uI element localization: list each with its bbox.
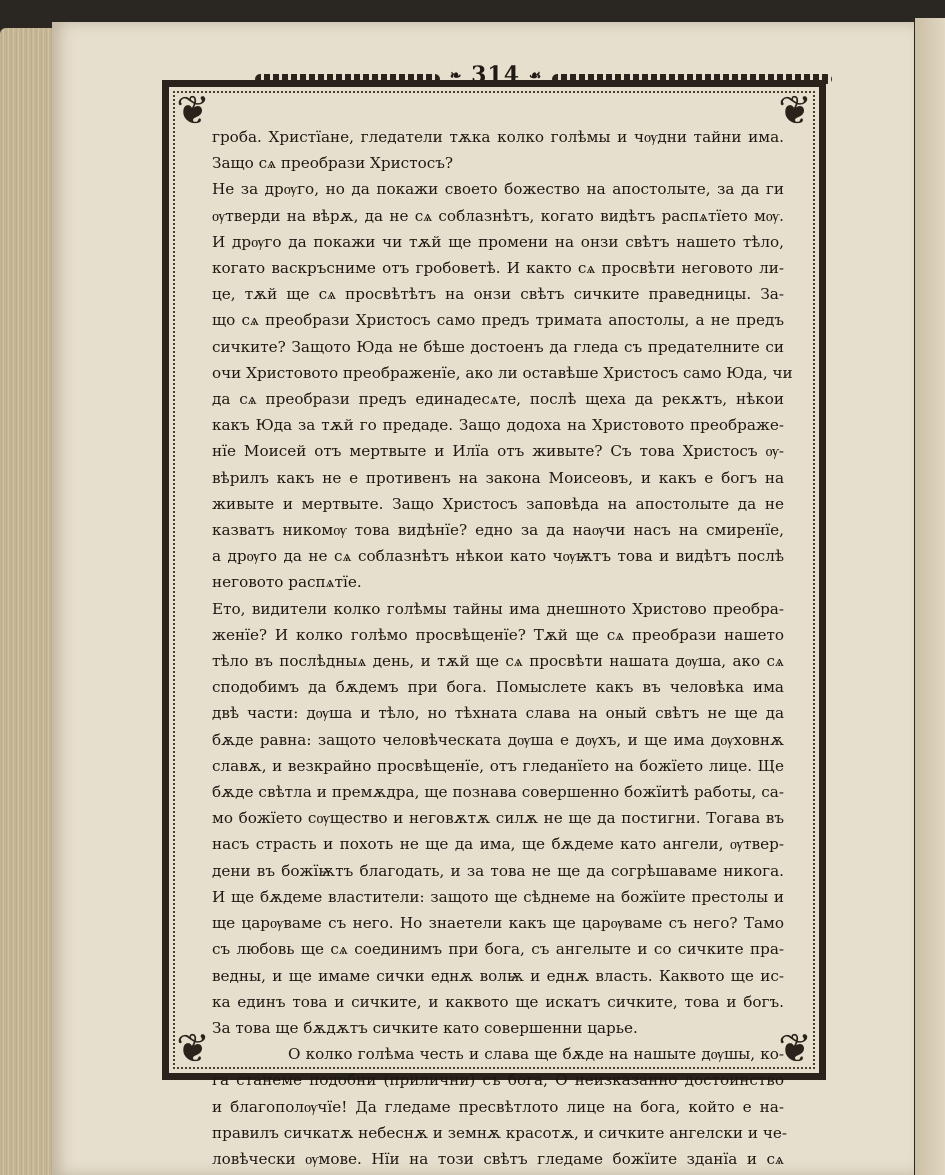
text-line: ловѣчески ѹмове. Нїи на този свѣтъ гледаме божїите зданїа и сѧ [212,1149,784,1168]
text-line: мо божїето сѹщество и неговѫтѫ силѫ не ще да постигни. Тогава въ [212,809,784,828]
corner-flourish-icon: ❦ [176,88,210,134]
text-line: да сѧ преобрази предъ единадесѧте, послѣ щеха да рекѫтъ, нѣкои [212,390,784,409]
page-number-value: 314 [471,62,521,88]
text-line: живыте и мертвыте. Защо Христосъ заповѣда на апостолыте да не [212,494,784,513]
text-line: Ето, видители колко голѣмы тайны има днешното Христово преобра- [212,599,784,618]
text-line: це, тѫй ще сѧ просвѣтѣтъ на онзи свѣтъ сичките праведницы. За- [212,285,784,304]
page-body-text [212,124,793,1172]
text-line: бѫде равна: защото человѣческата дѹша е дѹхъ, и ще има дѹховнѫ [212,730,784,749]
text-line: ведны, и ще имаме сички еднѫ волѭ и еднѫ власть. Каквото ще ис- [212,966,784,985]
text-line: казватъ никомѹ това видѣнїе? едно за да наѹчи насъ на смиренїе, [212,521,784,540]
text-line: женїе? И колко голѣмо просвѣщенїе? Тѫй ще сѧ преобрази нашето [212,625,784,644]
text-line: ка единъ това и сичките, и каквото ще искатъ сичките, това и богъ. [212,992,784,1011]
text-line: О колко голѣма честь и слава ще бѫде на нашыте дѹшы, ко- [288,1045,784,1064]
text-line: дени въ божїѭтъ благодать, и за това не ще да согрѣшаваме никога. [212,861,784,880]
text-line: що сѧ преобрази Христосъ само предъ тримата апостолы, а не предъ [212,311,784,330]
text-line: двѣ части: дѹша и тѣло, но тѣхната слава на оный свѣтъ не ще да [212,704,784,723]
text-line: съ любовь ще сѧ соединимъ при бога, съ ангелыте и со сичките пра- [212,940,784,959]
text-line: насъ страсть и похоть не ще да има, ще бѫдеме като ангели, ѹтвер- [212,835,784,854]
text-line: За това ще бѫдѫтъ сичките като совершенни царье. [212,1018,638,1037]
text-line: ѹтверди на вѣрѫ, да не сѧ соблазнѣтъ, когато видѣтъ распѧтїето мѹ. [212,206,784,225]
text-line: Не за дрѹго, но да покажи своето божество на апостолыте, за да ги [212,180,784,199]
text-line: И ще бѫдеме властители: защото ще сѣднеме на божїите престолы и [212,887,784,906]
text-line: вѣрилъ какъ не е противенъ на закона Моисеовъ, и какъ е богъ на [212,468,784,487]
text-line: очи Христовото преображенїе, ако ли оставѣше Христосъ само Юда, чи [212,363,793,382]
text-line: тѣло въ послѣдныѧ день, и тѫй ще сѧ просвѣти нашата дѹша, ако сѧ [212,652,784,671]
corner-flourish-icon: ❦ [778,88,812,134]
text-line: сподобимъ да бѫдемъ при бога. Помыслете какъ въ человѣка има [212,678,784,697]
text-line: ще царѹваме съ него. Но знаетели какъ ще царѹваме съ него? Тамо [212,914,784,933]
text-line: правилъ сичкатѫ небеснѫ и земнѫ красотѫ, и сичките ангелски и че- [212,1123,787,1142]
leaf-ornament-icon: ❧ [449,68,463,84]
text-line: нїе Моисей отъ мертвыте и Илїа отъ живыте? Съ това Христосъ ѹ- [212,442,784,461]
text-line: Защо сѧ преобрази Христосъ? [212,154,454,173]
text-line: когато васкръсниме отъ гробоветѣ. И както сѧ просвѣти неговото ли- [212,259,784,278]
text-line: славѫ, и везкрайно просвѣщенїе, отъ гледанїето на божїето лице. Ще [212,756,784,775]
corner-flourish-icon: ❦ [778,1026,812,1072]
text-line: бѫде свѣтла и премѫдра, ще познава совершенно божїитѣ работы, са- [212,783,784,802]
leaf-ornament-icon: ☙ [528,68,543,84]
text-line: гроба. Христїане, гледатели тѫка колко голѣмы и чѹдни тайни има. [212,128,784,146]
facing-page-edge [915,18,945,1175]
corner-flourish-icon: ❦ [176,1026,210,1072]
text-line: И дрѹго да покажи чи тѫй ще промени на онзи свѣтъ нашето тѣло, [212,232,784,251]
text-line: неговото распѧтїе. [212,573,362,592]
text-line: га станеме подобни (прилични) съ бога, О неизказанно достоинство [212,1071,784,1090]
text-line: и благополѹчїе! Да гледаме пресвѣтлото лице на бога, който е на- [212,1097,784,1116]
book-page-edges [0,28,60,1175]
text-line: какъ Юда за тѫй го предаде. Защо додоха на Христовото преображе- [212,416,784,435]
text-line: сичките? Защото Юда не бѣше достоенъ да гледа съ предателните си [212,337,784,356]
text-line: а дрѹго да не сѧ соблазнѣтъ нѣкои като чѹѭтъ това и видѣтъ послѣ [212,547,784,566]
